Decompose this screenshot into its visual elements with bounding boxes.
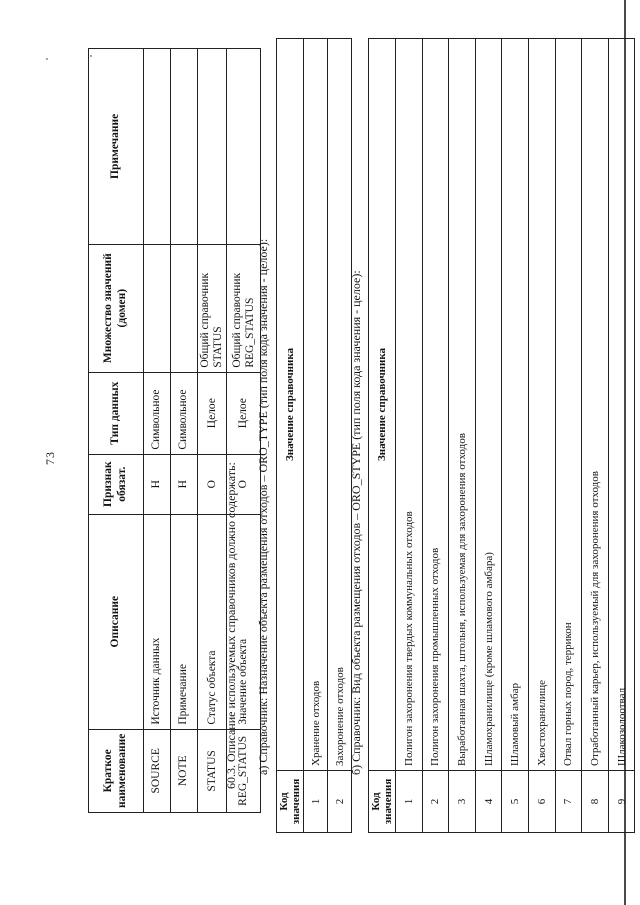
cell-value: Полигон захоронения промышленных отходов — [422, 39, 449, 771]
cell-required-flag: Н — [171, 454, 198, 514]
header-value: Значение справочника — [369, 39, 396, 771]
cell-required-flag: Н — [144, 454, 171, 514]
cell-note — [198, 49, 227, 245]
table-row — [304, 39, 328, 833]
cell-code: 2 — [422, 771, 449, 833]
table-row — [396, 39, 423, 833]
cell-note — [144, 49, 171, 245]
cell-code: 8 — [582, 771, 609, 833]
cell-value: Выработанная шахта, штольня, используемая для захоронения отходов — [449, 39, 476, 771]
cell-value: Шлакозолоотвал — [608, 39, 635, 771]
cell-description: Статус объекта — [198, 514, 227, 729]
header-code: Код значения — [369, 771, 396, 833]
header-description: Описание — [89, 514, 144, 729]
cell-required-flag: О — [227, 454, 261, 514]
dictionary-header-row — [277, 39, 304, 833]
dictionary-header-row — [369, 39, 396, 833]
cell-description: Значение объекта — [227, 514, 261, 729]
cell-short-name: REG_STATUS — [227, 729, 261, 812]
cell-code: 9 — [608, 771, 635, 833]
cell-description: Источник данных — [144, 514, 171, 729]
cell-code: 7 — [555, 771, 582, 833]
cell-data-type: Целое — [198, 372, 227, 454]
cell-short-name: SOURCE — [144, 729, 171, 812]
cell-domain: Общий справочник STATUS — [198, 244, 227, 372]
cell-short-name: STATUS — [198, 729, 227, 812]
header-data-type: Тип данных — [89, 372, 144, 454]
dictionary-oro-stype-table — [368, 38, 635, 833]
header-value: Значение справочника — [277, 39, 304, 771]
table-row — [422, 39, 449, 833]
cell-data-type: Целое — [227, 372, 261, 454]
cell-code: 2 — [328, 771, 352, 833]
cell-value: Захоронение отходов — [328, 39, 352, 771]
cell-short-name: NOTE — [171, 729, 198, 812]
cell-code: 1 — [304, 771, 328, 833]
header-short-name: Краткое наименование — [89, 729, 144, 812]
cell-value: Шламовый амбар — [502, 39, 529, 771]
table-row — [198, 49, 227, 813]
dictionary-a-caption: а) Справочник: Назначение объекта размещения отходов – ORO_TYPE (тип поля кода значения - целое): — [256, 238, 270, 775]
cell-note — [227, 49, 261, 245]
table-row — [582, 39, 609, 833]
table-row — [475, 39, 502, 833]
table-row — [555, 39, 582, 833]
cell-note — [171, 49, 198, 245]
cell-value: Шламохранилище (кроме шламового амбара) — [475, 39, 502, 771]
cell-code: 3 — [449, 771, 476, 833]
table-row — [608, 39, 635, 833]
cell-code: 1 — [396, 771, 423, 833]
cell-data-type: Символьное — [171, 372, 198, 454]
cell-code: 6 — [528, 771, 555, 833]
table-row — [528, 39, 555, 833]
table-row — [449, 39, 476, 833]
cell-domain — [144, 244, 171, 372]
dictionary-b-caption: б) Справочник: Вид объекта размещения отходов – ORO_STYPE (тип поля кода значения - целое): — [349, 270, 363, 775]
header-domain: Множество значений (домен) — [89, 244, 144, 372]
section-intro: 60.3. Описание используемых справочников должно содержать: — [224, 462, 238, 789]
table-row — [328, 39, 352, 833]
table-row — [171, 49, 198, 813]
header-note: Примечание — [89, 49, 144, 245]
cell-value: Отвал горных пород, террикон — [555, 39, 582, 771]
attributes-header-row — [89, 49, 144, 813]
table-row — [502, 39, 529, 833]
dictionary-oro-type-table — [276, 38, 352, 833]
cell-value: Полигон захоронения твердых коммунальных отходов — [396, 39, 423, 771]
cell-value: Хранение отходов — [304, 39, 328, 771]
page-number: 73 — [43, 451, 57, 465]
cell-domain — [171, 244, 198, 372]
cell-code: 5 — [502, 771, 529, 833]
table-row — [144, 49, 171, 813]
cell-value: Хвостохранилище — [528, 39, 555, 771]
header-code: Код значения — [277, 771, 304, 833]
cell-value: Отработанный карьер, используемый для захоронения отходов — [582, 39, 609, 771]
cell-code: 4 — [475, 771, 502, 833]
cell-description: Примечание — [171, 514, 198, 729]
cell-domain: Общий справочник REG_STATUS — [227, 244, 261, 372]
header-required-flag: Признак обязат. — [89, 454, 144, 514]
scan-speck — [46, 58, 48, 60]
cell-required-flag: О — [198, 454, 227, 514]
cell-data-type: Символьное — [144, 372, 171, 454]
